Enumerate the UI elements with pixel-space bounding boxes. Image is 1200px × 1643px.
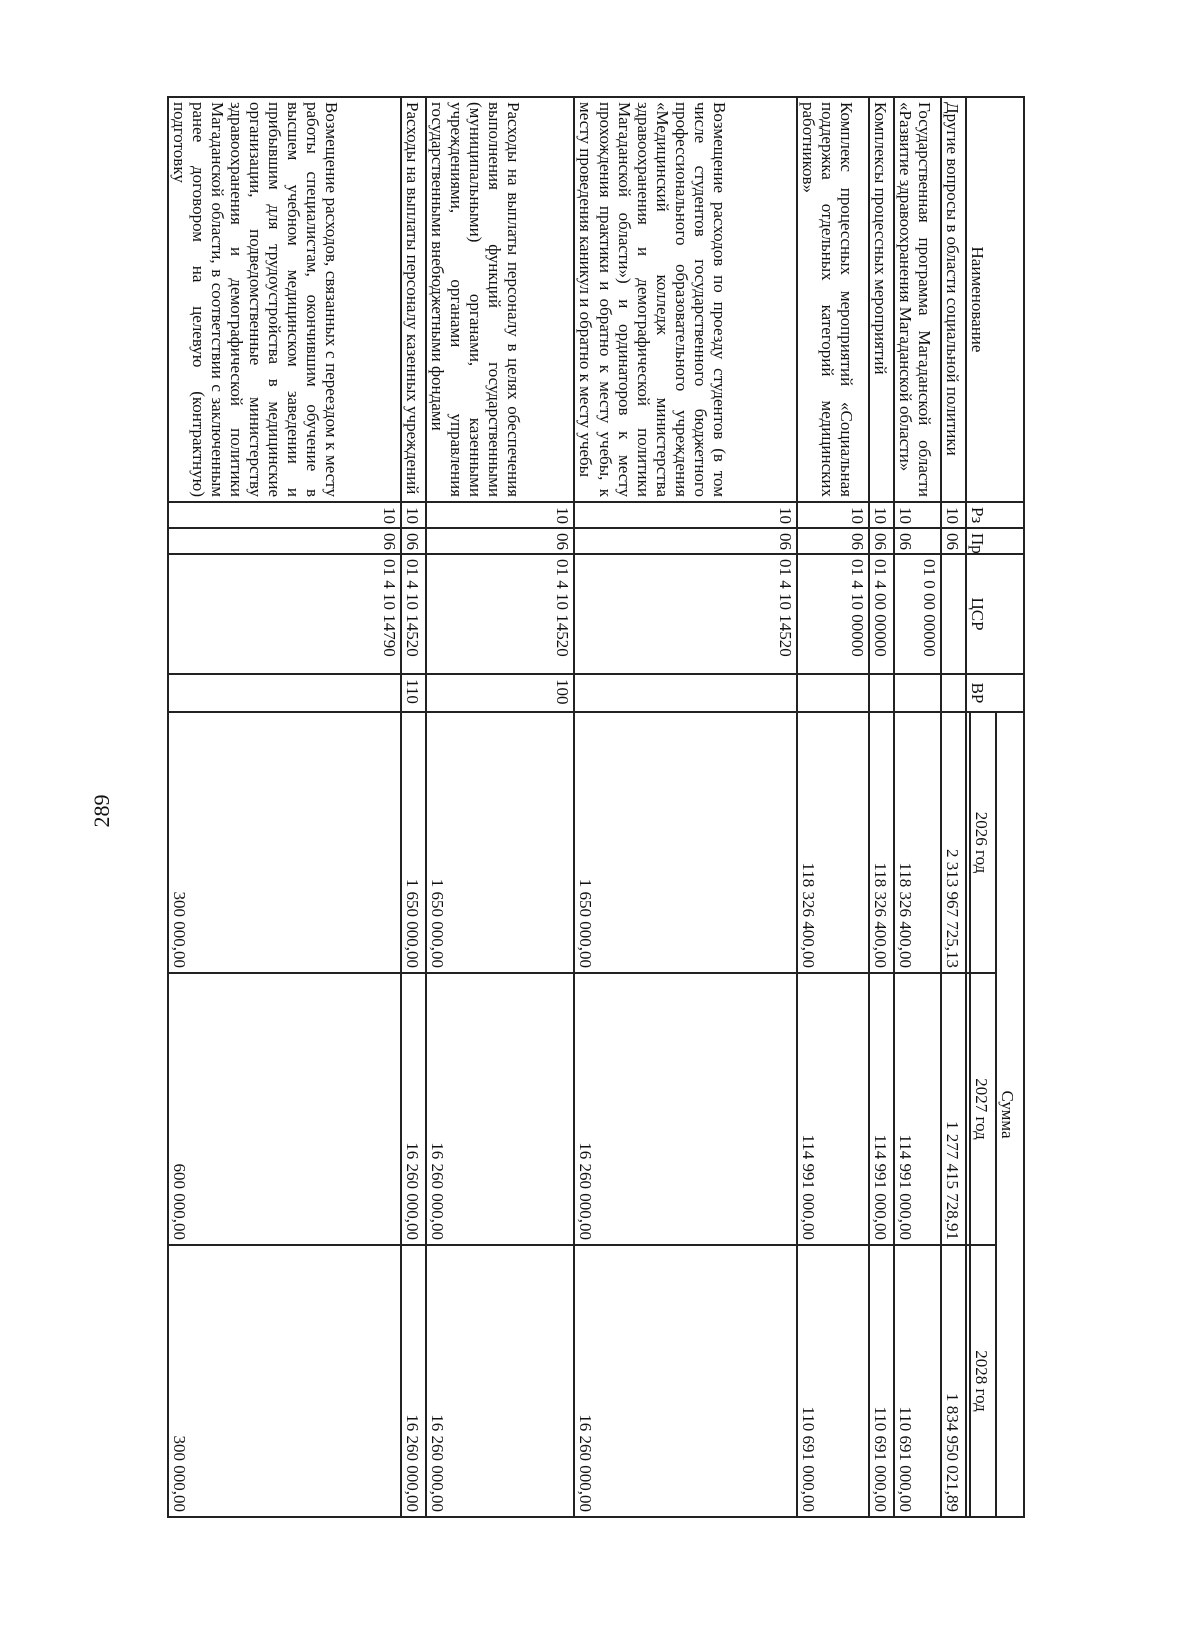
row-vr: 100 [426,674,574,712]
header-pr: Пр [966,528,1024,554]
table-row [168,97,401,1517]
row-amount-2027: 16 260 000,00 [401,973,426,1245]
row-rz: 10 [426,502,574,528]
row-vr [797,674,869,712]
row-amount-2027: 16 260 000,00 [426,973,574,1245]
row-rz: 10 [797,502,869,528]
header-year-2028: 2028 год [970,1245,996,1517]
row-name: Комплекс процессных мероприятий «Социальная поддержка отдельных категорий медицинских работников» [797,97,869,502]
row-csr [941,554,966,674]
row-name: Возмещение расходов, связанных с переездом к месту работы специалистам, окончившим обучение в высшем учебном медицинском заведении и прибывшим для трудоустройства в медицинские организации, подведомственные министерству здравоохранения и демографической политики Магаданской области, в соответствии с заключенным ранее договором на целевую (контрактную) подготовку [168,97,401,502]
row-amount-2027: 600 000,00 [168,973,401,1245]
table-row [869,97,894,1517]
row-pr: 06 [869,528,894,554]
row-amount-2028: 16 260 000,00 [574,1245,796,1517]
table-row [797,97,869,1517]
table-row [941,97,966,1517]
row-csr: 01 4 10 14520 [401,554,426,674]
row-pr: 06 [426,528,574,554]
header-vr: ВР [966,674,1024,712]
row-csr: 01 0 00 00000 [894,554,941,674]
row-amount-2026: 118 326 400,00 [797,712,869,973]
row-amount-2026: 2 313 967 725,13 [941,712,966,973]
header-sum: Сумма [996,712,1024,1517]
row-amount-2027: 1 277 415 728,91 [941,973,966,1245]
table-row [401,97,426,1517]
row-vr: 110 [401,674,426,712]
row-amount-2026: 1 650 000,00 [574,712,796,973]
row-amount-2026: 1 650 000,00 [426,712,574,973]
rotated-page-content [167,96,1025,1516]
row-amount-2028: 110 691 000,00 [869,1245,894,1517]
header-year-2027: 2027 год [970,973,996,1245]
row-amount-2026: 118 326 400,00 [869,712,894,973]
row-name: Возмещение расходов по проезду студентов (в том числе студентов государственного бюджетного профессионального образовательного учреждения «Медицинский колледж министерства здравоохранения и демографической политики Магаданской области») и ординаторов к месту прохождения практики и обратно к месту учебы, к месту проведения каникул и обратно к месту учебы [574,97,796,502]
row-amount-2026: 118 326 400,00 [894,712,941,973]
row-rz: 10 [574,502,796,528]
table-row [574,97,796,1517]
row-amount-2028: 1 834 950 021,89 [941,1245,966,1517]
row-csr: 01 4 10 14520 [426,554,574,674]
row-amount-2027: 114 991 000,00 [797,973,869,1245]
row-rz: 10 [401,502,426,528]
row-amount-2028: 16 260 000,00 [426,1245,574,1517]
row-amount-2026: 300 000,00 [168,712,401,973]
row-name: Расходы на выплаты персоналу казенных учреждений [401,97,426,502]
row-name: Другие вопросы в области социальной политики [941,97,966,502]
row-amount-2027: 114 991 000,00 [869,973,894,1245]
row-amount-2028: 110 691 000,00 [797,1245,869,1517]
header-csr: ЦСР [966,554,1024,674]
header-name: Наименование [966,97,1024,502]
row-amount-2028: 110 691 000,00 [894,1245,941,1517]
row-name: Государственная программа Магаданской области «Развитие здравоохранения Магаданской области» [894,97,941,502]
row-csr: 01 4 10 14790 [168,554,401,674]
row-pr: 06 [797,528,869,554]
row-vr [168,674,401,712]
row-vr [941,674,966,712]
row-rz: 10 [941,502,966,528]
table-row [426,97,574,1517]
row-csr: 01 4 10 00000 [797,554,869,674]
row-rz: 10 [869,502,894,528]
row-csr: 01 4 10 14520 [574,554,796,674]
row-vr [894,674,941,712]
row-amount-2027: 16 260 000,00 [574,973,796,1245]
header-rz: Рз [966,502,1024,528]
row-amount-2027: 114 991 000,00 [894,973,941,1245]
row-csr: 01 4 00 00000 [869,554,894,674]
row-pr: 06 [574,528,796,554]
row-pr: 06 [168,528,401,554]
row-name: Расходы на выплаты персоналу в целях обеспечения выполнения функций государственными (муниципальными) органами, казенными учреждениями, органами управления государственными внебюджетными фондами [426,97,574,502]
row-vr [869,674,894,712]
row-rz: 10 [894,502,941,528]
row-pr: 06 [401,528,426,554]
row-amount-2026: 1 650 000,00 [401,712,426,973]
row-pr: 06 [894,528,941,554]
table-row [894,97,941,1517]
row-rz: 10 [168,502,401,528]
row-name: Комплексы процессных мероприятий [869,97,894,502]
row-amount-2028: 300 000,00 [168,1245,401,1517]
row-vr [574,674,796,712]
row-amount-2028: 16 260 000,00 [401,1245,426,1517]
page-number: 289 [89,794,114,828]
budget-table [167,96,1025,1518]
header-year-2026: 2026 год [970,712,996,973]
row-pr: 06 [941,528,966,554]
